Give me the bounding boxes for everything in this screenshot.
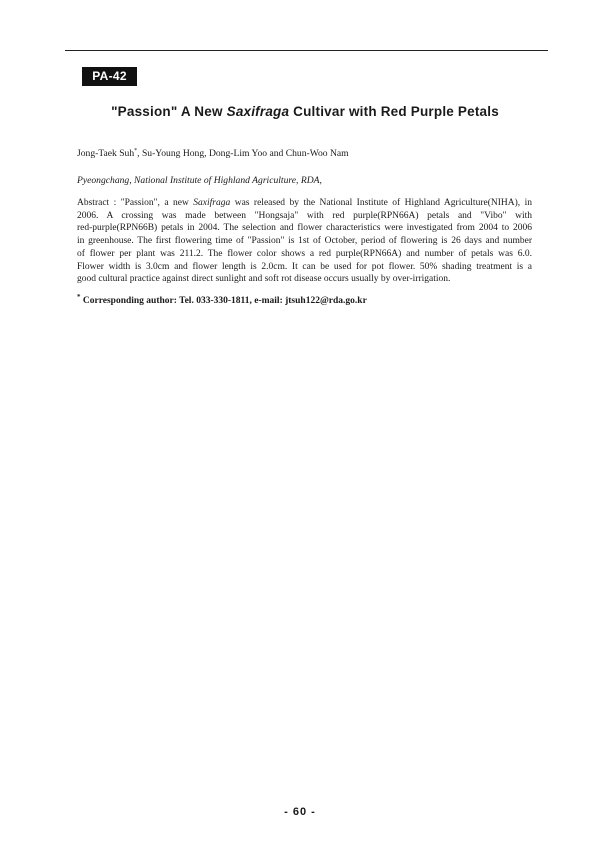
- author-rest: , Su-Young Hong, Dong-Lim Yoo and Chun-Woo Nam: [137, 148, 349, 160]
- abstract: [77, 197, 532, 286]
- affiliation: Pyeongchang, National Institute of Highland Agriculture, RDA,: [77, 175, 322, 186]
- abstract-line: 2006. A crossing was made between "Hongsaja" with red purple(RPN66A) petals and "Vibo" with: [77, 210, 532, 221]
- abstract-line: good cultural practice against direct sunlight and soft rot disease occurs usually by over-irrigation.: [77, 274, 451, 285]
- abstract-line: [77, 197, 532, 210]
- corresponding-text: Corresponding author: Tel. 033-330-1811, e-mail: jtsuh122@rda.go.kr: [80, 296, 367, 307]
- abstract-line: in greenhouse. The first flowering time of "Passion" is 1st of October, period of flowering is 26 days and number: [77, 236, 532, 247]
- corresponding-author: [77, 293, 367, 306]
- title-part-2: Cultivar with Red Purple Petals: [289, 104, 499, 119]
- author-list: [77, 148, 349, 159]
- title-genus: Saxifraga: [226, 104, 290, 119]
- session-code-badge: PA-42: [82, 67, 137, 86]
- corresponding-mark: *: [77, 293, 81, 301]
- abstract-line1-pre: Abstract : "Passion", a new: [77, 198, 194, 208]
- top-rule: [65, 50, 548, 51]
- title-part-1: "Passion" A New: [111, 104, 227, 119]
- abstract-genus: Saxifraga: [193, 198, 231, 208]
- abstract-line: red-purple(RPN66B) petals in 2004. The selection and flower characteristics were investigated from 2004 to 2006: [77, 223, 532, 234]
- author-corresponding-mark: *: [134, 148, 138, 154]
- abstract-line: Flower width is 3.0cm and flower length is 2.0cm. It can be used for pot flower. 50% shading treatment is a: [77, 261, 532, 272]
- abstract-line1-post: was released by the National Institute of Highland Agriculture(NIHA), in: [230, 198, 532, 208]
- abstract-line: of flower per plant was 211.2. The flower color shows a red purple(RPN66A) and number of petals was 6.0.: [77, 248, 532, 259]
- page-number: - 60 -: [284, 806, 316, 818]
- author-first: Jong-Taek Suh: [77, 148, 135, 160]
- paper-title: [60, 104, 550, 119]
